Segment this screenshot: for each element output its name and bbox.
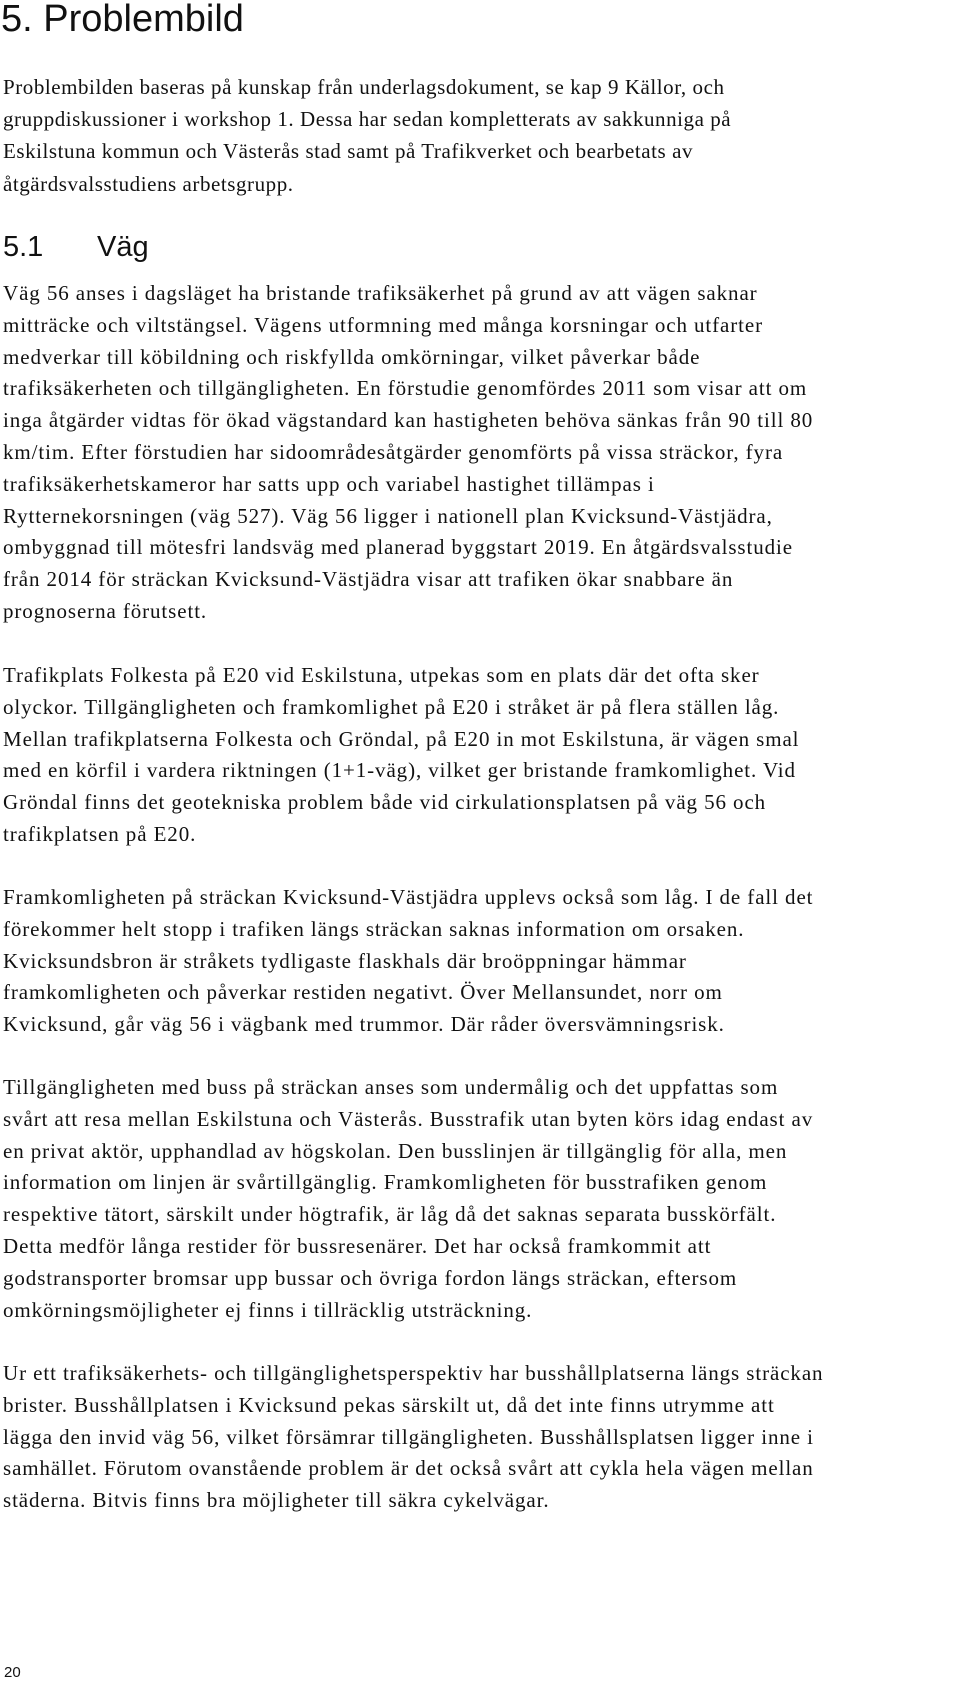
paragraph-folkesta: Trafikplats Folkesta på E20 vid Eskilstuna, utpekas som en plats där det ofta sker olyckor. Tillgängligheten och framkomlighet på E20 i stråket är på flera ställen låg. Mellan trafikplatserna Folkesta och Gröndal, på E20 in mot Eskilstuna, är vägen smal med en körfil i vardera riktningen (1+1-väg), vilket ger bristande framkomlighet. Vid Gröndal finns det geotekniska problem både vid cirkulationsplatsen på väg 56 och trafikplatsen på E20. [3,663,800,846]
section-number: 5. [1,0,33,40]
section-heading [1,0,244,42]
subsection-heading [3,229,149,265]
paragraph-bus-stops: Ur ett trafiksäkerhets- och tillgänglighetsperspektiv har busshållplatserna längs sträckan brister. Busshållplatsen i Kvicksund pekas särskilt ut, då det inte finns utrymme att lägga den invid väg 56, vilket försämrar tillgängligheten. Busshållsplatsen ligger inne i samhället. Förutom ovanstående problem är det också svårt att cykla hela vägen mellan städerna. Bitvis finns bra möjligheter till säkra cykelvägar. [3,1361,824,1513]
subsection-number: 5.1 [3,231,44,263]
paragraph-bus: Tillgängligheten med buss på sträckan anses som undermålig och det uppfattas som svårt att resa mellan Eskilstuna och Västerås. Busstrafik utan byten körs idag endast av en privat aktör, upphandlad av högskolan. Den busslinjen är tillgänglig för alla, men information om linjen är svårtillgänglig. Framkomligheten för busstrafiken genom respektive tätort, särskilt under högtrafik, är låg då det saknas separata busskörfält. Detta medför långa restider för bussresenärer. Det har också framkommit att godstransporter bromsar upp bussar och övriga fordon längs sträckan, eftersom omkörningsmöjligheter ej finns i tillräcklig utsträckning. [3,1075,814,1322]
section-title: Problembild [43,0,244,40]
subsection-title: Väg [97,231,149,263]
intro-paragraph: Problembilden baseras på kunskap från underlagsdokument, se kap 9 Källor, och gruppdiskussioner i workshop 1. Dessa har sedan kompletterats av sakkunniga på Eskilstuna kommun och Västerås stad samt på Trafikverket och bearbetats av åtgärdsvalsstudiens arbetsgrupp. [3,75,732,196]
paragraph-accessibility: Framkomligheten på sträckan Kvicksund-Västjädra upplevs också som låg. I de fall det förekommer helt stopp i trafiken längs sträckan saknas information om orsaken. Kvicksundsbron är stråkets tydligaste flaskhals där broöppningar hämmar framkomligheten och påverkar restiden negativt. Över Mellansundet, norr om Kvicksund, går väg 56 i vägbank med trummor. Där råder översvämningsrisk. [3,885,814,1037]
paragraph-road-safety: Väg 56 anses i dagsläget ha bristande trafiksäkerhet på grund av att vägen saknar mitträcke och viltstängsel. Vägens utformning med många korsningar och utfarter medverkar till köbildning och riskfyllda omkörningar, vilket påverkar både trafiksäkerheten och tillgängligheten. En förstudie genomfördes 2011 som visar att om inga åtgärder vidtas för ökad vägstandard kan hastigheten behöva sänkas från 90 till 80 km/tim. Efter förstudien har sidoområdesåtgärder genomförts på vissa sträckor, fyra trafiksäkerhetskameror har satts upp och variabel hastighet tillämpas i Rytternekorsningen (väg 527). Väg 56 ligger i nationell plan Kvicksund-Västjädra, ombyggnad till mötesfri landsväg med planerad byggstart 2019. En åtgärdsvalsstudie från 2014 för sträckan Kvicksund-Västjädra visar att trafiken ökar snabbare än prognoserna förutsett. [3,281,814,623]
page-number: 20 [4,1664,21,1681]
